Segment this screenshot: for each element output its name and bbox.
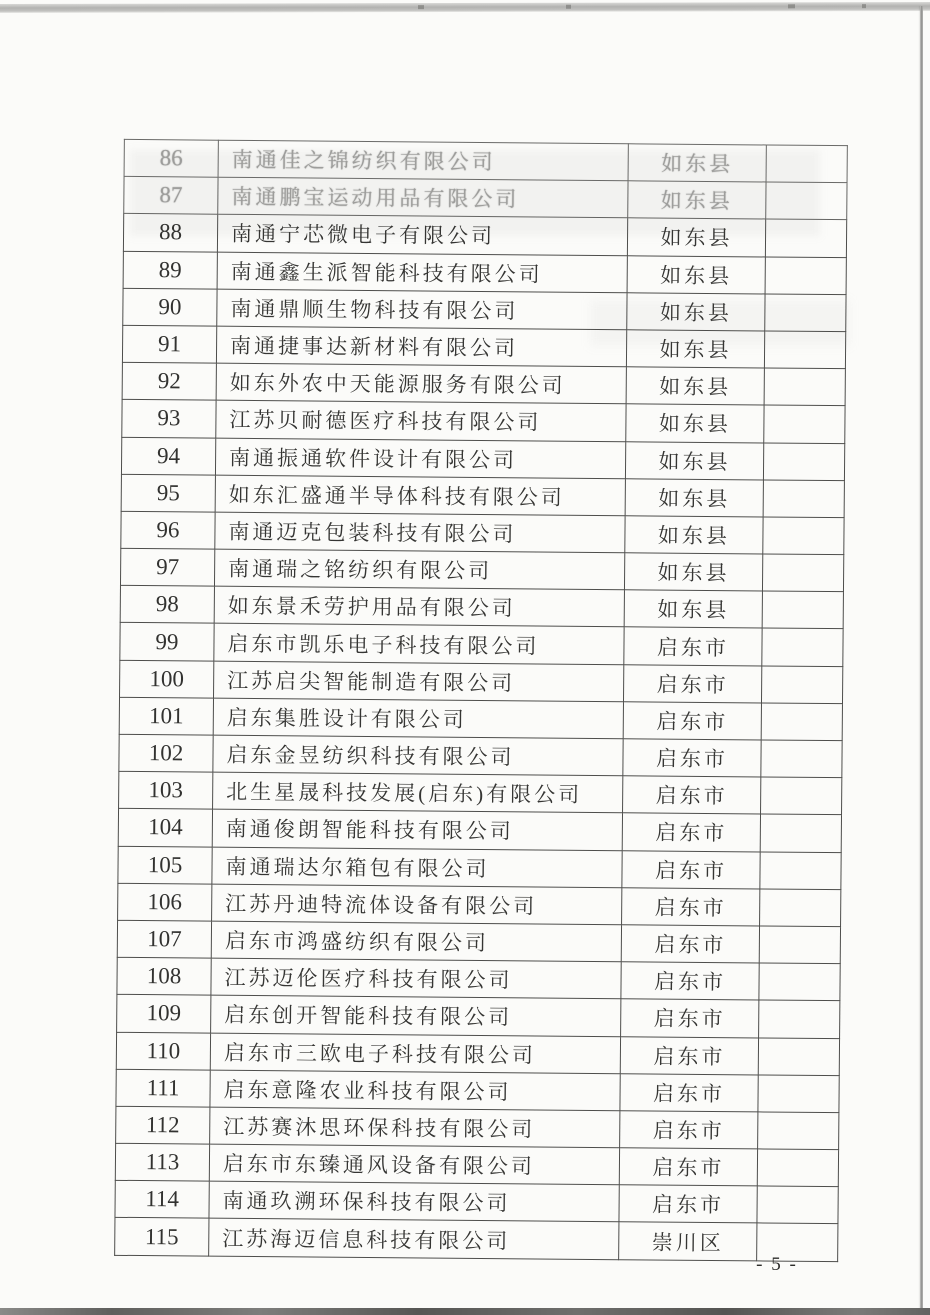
district-cell: 启东市 (623, 776, 761, 814)
company-name-cell: 南通鹏宝运动用品有限公司 (218, 177, 628, 218)
row-number-cell: 113 (115, 1143, 209, 1181)
company-name-cell: 南通鑫生派智能科技有限公司 (217, 252, 627, 293)
table-row (122, 325, 845, 368)
district-cell: 启东市 (620, 1111, 758, 1149)
page-number: - 5 - (756, 1254, 798, 1275)
row-number-cell: 97 (120, 548, 214, 586)
company-name-cell: 南通捷事达新材料有限公司 (216, 326, 626, 367)
empty-cell (761, 777, 842, 815)
company-name-cell: 江苏赛沐思环保科技有限公司 (210, 1107, 620, 1148)
district-cell: 如东县 (625, 478, 763, 516)
table-row (121, 474, 844, 517)
table-row (121, 511, 844, 554)
company-name-cell: 南通俊朗智能科技有限公司 (212, 810, 622, 851)
table-row (117, 995, 840, 1038)
company-name-cell: 南通宁芯微电子有限公司 (217, 215, 627, 256)
row-number-cell: 89 (123, 251, 217, 289)
row-number-cell: 103 (119, 772, 213, 810)
district-cell: 如东县 (627, 218, 765, 256)
empty-cell (757, 1149, 838, 1187)
row-number-cell: 114 (115, 1181, 209, 1219)
table-row (117, 957, 840, 1000)
district-cell: 启东市 (620, 1073, 758, 1111)
row-number-cell: 98 (120, 586, 214, 624)
row-number-cell: 109 (117, 995, 211, 1033)
company-name-cell: 江苏迈伦医疗科技有限公司 (211, 958, 621, 999)
row-number-cell: 88 (123, 214, 217, 252)
empty-cell (759, 963, 840, 1001)
company-name-cell: 启东集胜设计有限公司 (213, 698, 623, 739)
district-cell: 如东县 (626, 367, 764, 405)
row-number-cell: 112 (116, 1106, 210, 1144)
table-row (115, 1143, 838, 1186)
company-name-cell: 启东金昱纺织科技有限公司 (213, 735, 623, 776)
row-number-cell: 87 (124, 177, 218, 215)
district-cell: 启东市 (621, 999, 759, 1037)
row-number-cell: 106 (118, 883, 212, 921)
company-name-cell: 如东外农中天能源服务有限公司 (216, 363, 626, 404)
company-name-cell: 启东市三欧电子科技有限公司 (210, 1033, 620, 1074)
table-row (119, 697, 842, 740)
table-row (119, 772, 842, 815)
empty-cell (761, 666, 842, 704)
row-number-cell: 110 (116, 1032, 210, 1070)
row-number-cell: 108 (117, 957, 211, 995)
empty-cell (762, 554, 843, 592)
district-cell: 如东县 (626, 330, 764, 368)
company-table-body (115, 139, 848, 1261)
district-cell: 启东市 (619, 1148, 757, 1186)
district-cell: 崇川区 (619, 1222, 757, 1260)
row-number-cell: 86 (124, 139, 218, 177)
scan-artifact-bottom-edge (0, 1308, 930, 1315)
table-row (116, 1069, 839, 1112)
company-table-wrapper (114, 139, 848, 1262)
row-number-cell: 101 (119, 697, 213, 735)
company-name-cell: 启东市鸿盛纺织有限公司 (211, 921, 621, 962)
company-name-cell: 启东市凯乐电子科技有限公司 (214, 624, 624, 665)
empty-cell (763, 480, 844, 518)
row-number-cell: 104 (118, 809, 212, 847)
table-row (119, 734, 842, 777)
empty-cell (762, 591, 843, 629)
row-number-cell: 93 (122, 400, 216, 438)
table-row (115, 1181, 838, 1224)
empty-cell (766, 182, 847, 220)
district-cell: 启东市 (622, 887, 760, 925)
empty-cell (761, 740, 842, 778)
table-row (120, 548, 843, 591)
scan-speck (788, 4, 795, 8)
table-row (124, 139, 847, 182)
company-name-cell: 江苏海迈信息科技有限公司 (209, 1219, 619, 1260)
district-cell: 启东市 (621, 962, 759, 1000)
empty-cell (758, 1075, 839, 1113)
table-row (120, 586, 843, 629)
empty-cell (764, 405, 845, 443)
scan-artifact-top-edge (0, 2, 930, 13)
table-row (116, 1106, 839, 1149)
empty-cell (765, 257, 846, 295)
empty-cell (760, 852, 841, 890)
row-number-cell: 92 (122, 362, 216, 400)
district-cell: 启东市 (619, 1185, 757, 1223)
company-table (114, 139, 848, 1262)
district-cell: 启东市 (624, 627, 762, 665)
company-name-cell: 南通瑞之铭纺织有限公司 (214, 549, 624, 590)
company-name-cell: 南通瑞达尔箱包有限公司 (212, 847, 622, 888)
district-cell: 如东县 (627, 293, 765, 331)
district-cell: 启东市 (623, 702, 761, 740)
table-row (117, 920, 840, 963)
district-cell: 如东县 (628, 181, 766, 219)
empty-cell (758, 1037, 839, 1075)
district-cell: 启东市 (623, 664, 761, 702)
district-cell: 如东县 (624, 590, 762, 628)
district-cell: 启东市 (621, 925, 759, 963)
row-number-cell: 115 (115, 1218, 209, 1256)
table-row (118, 809, 841, 852)
table-row (121, 437, 844, 480)
empty-cell (758, 1112, 839, 1150)
row-number-cell: 111 (116, 1069, 210, 1107)
empty-cell (761, 703, 842, 741)
district-cell: 启东市 (622, 813, 760, 851)
table-row (122, 400, 845, 443)
company-name-cell: 北生星晟科技发展(启东)有限公司 (213, 772, 623, 813)
company-name-cell: 南通佳之锦纺织有限公司 (218, 140, 628, 181)
company-name-cell: 如东汇盛通半导体科技有限公司 (215, 475, 625, 516)
empty-cell (763, 517, 844, 555)
scan-speck (566, 5, 571, 9)
table-row (122, 362, 845, 405)
table-row (123, 251, 846, 294)
row-number-cell: 107 (117, 920, 211, 958)
table-row (118, 883, 841, 926)
row-number-cell: 102 (119, 734, 213, 772)
company-name-cell: 江苏贝耐德医疗科技有限公司 (216, 400, 626, 441)
row-number-cell: 96 (121, 511, 215, 549)
row-number-cell: 90 (123, 288, 217, 326)
district-cell: 如东县 (628, 144, 766, 182)
district-cell: 如东县 (626, 404, 764, 442)
empty-cell (765, 294, 846, 332)
empty-cell (760, 814, 841, 852)
scan-artifact-right-edge (920, 6, 923, 1315)
district-cell: 如东县 (625, 441, 763, 479)
company-name-cell: 启东创开智能科技有限公司 (211, 995, 621, 1036)
district-cell: 如东县 (627, 255, 765, 293)
empty-cell (766, 145, 847, 183)
empty-cell (764, 331, 845, 369)
company-name-cell: 江苏丹迪特流体设备有限公司 (212, 884, 622, 925)
row-number-cell: 95 (121, 474, 215, 512)
empty-cell (757, 1186, 838, 1224)
company-name-cell: 南通鼎顺生物科技有限公司 (217, 289, 627, 330)
empty-cell (764, 368, 845, 406)
company-name-cell: 启东意隆农业科技有限公司 (210, 1070, 620, 1111)
table-row (116, 1032, 839, 1075)
scan-speck (862, 4, 866, 8)
empty-cell (760, 889, 841, 927)
table-row (118, 846, 841, 889)
company-name-cell: 南通振通软件设计有限公司 (215, 438, 625, 479)
table-row (120, 623, 843, 666)
district-cell: 如东县 (624, 553, 762, 591)
district-cell: 启东市 (623, 739, 761, 777)
table-row (120, 660, 843, 703)
table-row (123, 214, 846, 257)
company-name-cell: 南通玖溯环保科技有限公司 (209, 1181, 619, 1222)
district-cell: 启东市 (620, 1036, 758, 1074)
empty-cell (759, 926, 840, 964)
district-cell: 如东县 (625, 516, 763, 554)
empty-cell (762, 628, 843, 666)
table-row (124, 177, 847, 220)
empty-cell (759, 1000, 840, 1038)
empty-cell (765, 219, 846, 257)
row-number-cell: 99 (120, 623, 214, 661)
row-number-cell: 91 (122, 325, 216, 363)
table-row (123, 288, 846, 331)
scan-speck (418, 5, 424, 9)
empty-cell (763, 442, 844, 480)
row-number-cell: 100 (120, 660, 214, 698)
company-name-cell: 启东市东臻通风设备有限公司 (209, 1144, 619, 1185)
district-cell: 启东市 (622, 850, 760, 888)
row-number-cell: 94 (121, 437, 215, 475)
company-name-cell: 江苏启尖智能制造有限公司 (214, 661, 624, 702)
company-name-cell: 如东景禾劳护用品有限公司 (214, 586, 624, 627)
company-name-cell: 南通迈克包装科技有限公司 (215, 512, 625, 553)
row-number-cell: 105 (118, 846, 212, 884)
table-row (115, 1218, 838, 1261)
